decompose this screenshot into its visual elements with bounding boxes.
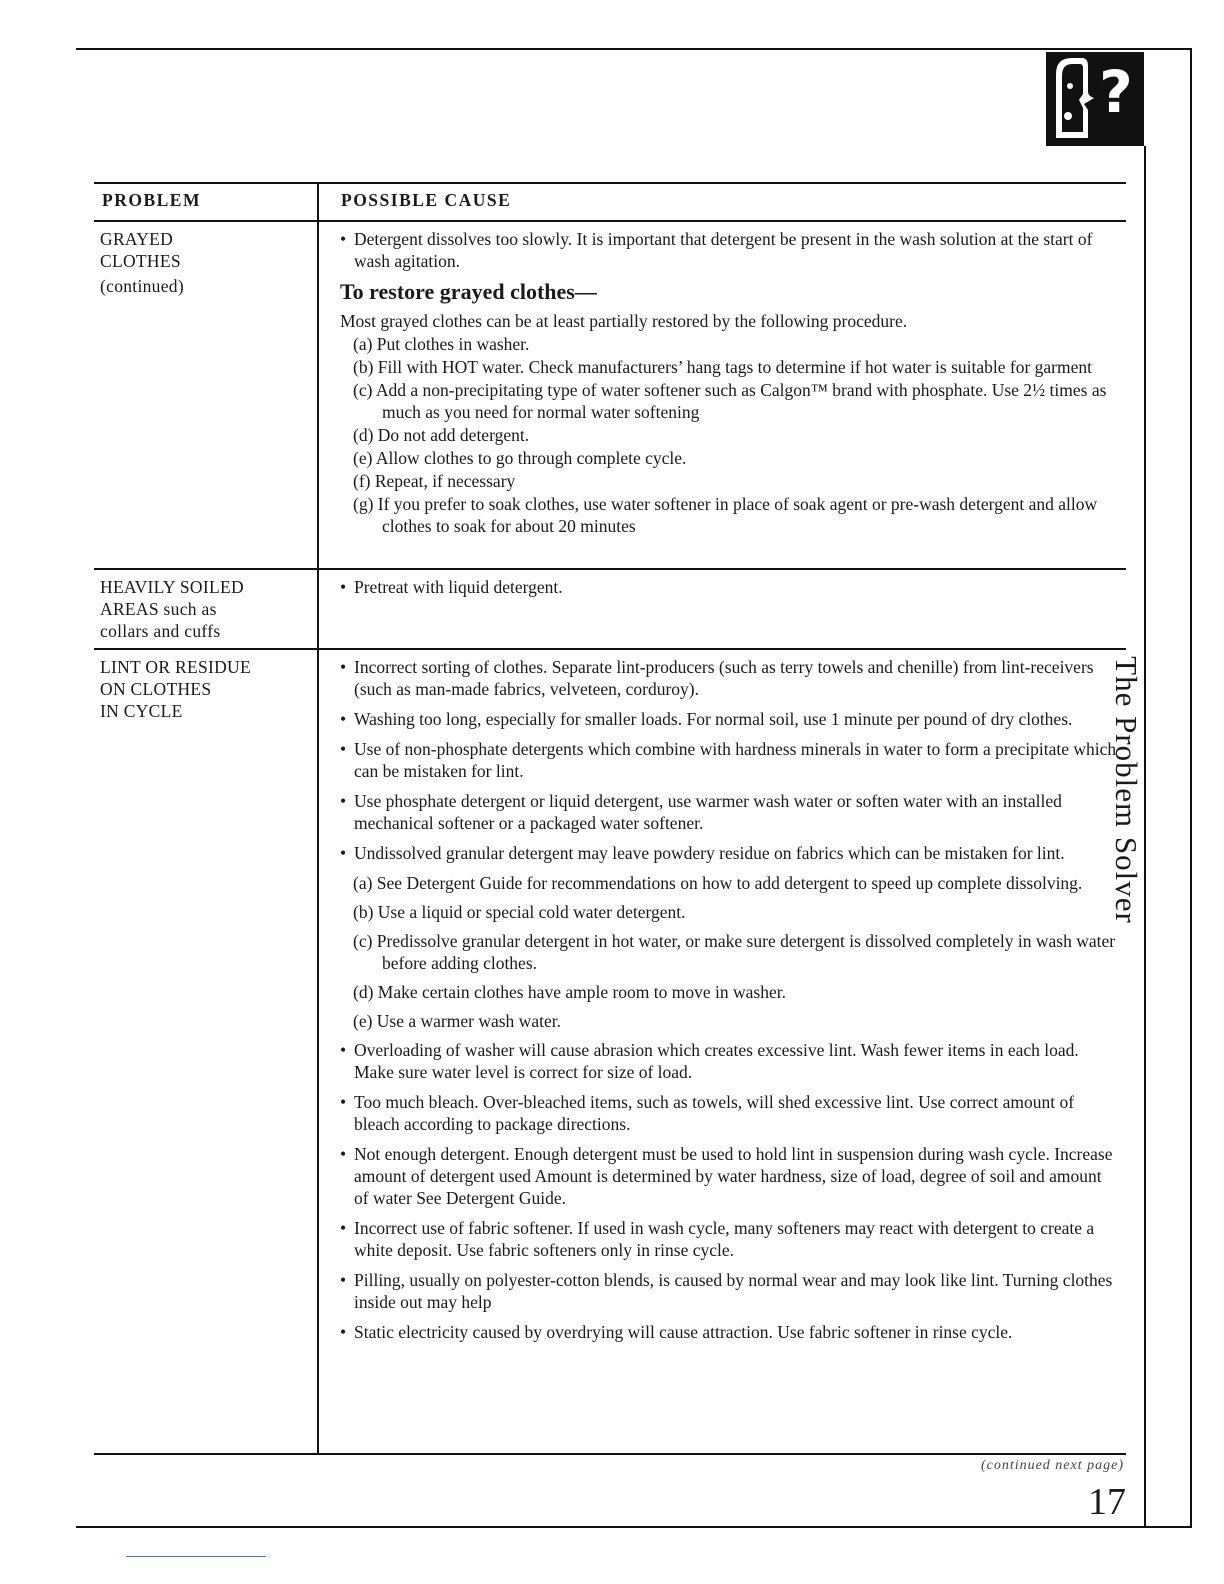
- list-item: (c) Predissolve granular detergent in hot water, or make sure detergent is dissolved completely in wash water before adding clothes.: [353, 931, 1116, 973]
- list-item: (a) See Detergent Guide for recommendations on how to add detergent to speed up complete dissolving.: [353, 873, 1083, 893]
- list-item: • Too much bleach. Over-bleached items, such as towels, will shed excessive lint. Use correct amount of bleach according to package directions.: [340, 1091, 1120, 1135]
- bottom-border: [76, 1526, 1192, 1528]
- problem-heavily-soiled: HEAVILY SOILED AREAS such as collars and cuffs: [100, 577, 244, 641]
- list-item: (f) Repeat, if necessary: [353, 471, 516, 491]
- list-item: (e) Use a warmer wash water.: [353, 1011, 561, 1031]
- right-border: [1190, 48, 1192, 1528]
- header-rule: [94, 220, 1126, 222]
- list-item: (b) Fill with HOT water. Check manufacturers’ hang tags to determine if hot water is suitable for garment: [353, 357, 1092, 377]
- list-item: • Incorrect use of fabric softener. If used in wash cycle, many softeners may react with detergent to create a white deposit. Use fabric softeners only in rinse cycle.: [340, 1217, 1120, 1261]
- problem-lint-residue: LINT OR RESIDUE ON CLOTHES IN CYCLE: [100, 657, 251, 721]
- list-item: • Not enough detergent. Enough detergent must be used to hold lint in suspension during wash cycle. Increase amount of detergent used Amount is determined by water hardness, size of load, degree of soil and amount of water See Detergent Guide.: [340, 1143, 1120, 1209]
- list-item: (e) Allow clothes to go through complete cycle.: [353, 448, 687, 468]
- logo-block: [1046, 52, 1144, 146]
- list-item: (a) Put clothes in washer.: [353, 334, 530, 354]
- list-item: • Washing too long, especially for smaller loads. For normal soil, use 1 minute per pound of dry clothes.: [340, 708, 1120, 730]
- restore-heading: To restore grayed clothes—: [340, 279, 597, 304]
- list-item: (g) If you prefer to soak clothes, use water softener in place of soak agent or pre-wash detergent and allow clothes to soak for about 20 minutes: [353, 494, 1098, 536]
- list-item: (b) Use a liquid or special cold water detergent.: [353, 902, 686, 922]
- side-title: The Problem Solver: [1109, 656, 1144, 924]
- list-item: • Pilling, usually on polyester-cotton blends, is caused by normal wear and may look like lint. Turning clothes inside out may help: [340, 1269, 1120, 1313]
- list-item: • Use phosphate detergent or liquid detergent, use warmer wash water or soften water with an installed mechanical softener or a packaged water softener.: [340, 790, 1120, 834]
- list-item: • Detergent dissolves too slowly. It is important that detergent be present in the wash solution at the start of wash agitation.: [340, 228, 1120, 272]
- header-problem: PROBLEM: [102, 190, 201, 210]
- page-number: 17: [1088, 1481, 1126, 1523]
- column-divider: [317, 182, 319, 1455]
- table-bottom-rule: [94, 1453, 1126, 1455]
- list-item: (d) Make certain clothes have ample room to move in washer.: [353, 982, 786, 1002]
- head-question-mark-icon: [1046, 52, 1144, 146]
- list-item: • Undissolved granular detergent may leave powdery residue on fabrics which can be mistaken for lint.: [340, 842, 1120, 864]
- cause-grayed-clothes: [340, 228, 1120, 538]
- list-item: • Static electricity caused by overdrying will cause attraction. Use fabric softener in rinse cycle.: [340, 1321, 1120, 1343]
- list-item: • Pretreat with liquid detergent.: [340, 576, 1120, 598]
- row-divider: [94, 568, 1126, 570]
- list-item: • Use of non-phosphate detergents which combine with hardness minerals in water to form a precipitate which can be mistaken for lint.: [340, 738, 1120, 782]
- svg-text:?: ?: [1099, 58, 1133, 126]
- restore-intro: Most grayed clothes can be at least partially restored by the following procedure.: [340, 311, 908, 331]
- list-item: (d) Do not add detergent.: [353, 425, 530, 445]
- problem-grayed-clothes: GRAYED CLOTHES (continued): [100, 229, 184, 296]
- side-tab-border: [1144, 146, 1146, 1528]
- row-divider: [94, 648, 1126, 650]
- list-item: (c) Add a non-precipitating type of water softener such as Calgon™ brand with phosphate. Use 2½ times as much as you need for normal water softening: [353, 380, 1107, 422]
- list-item: • Overloading of washer will cause abrasion which creates excessive lint. Wash fewer items in each load. Make sure water level is correct for size of load.: [340, 1039, 1120, 1083]
- table-top-rule: [94, 182, 1126, 184]
- list-item: • Incorrect sorting of clothes. Separate lint-producers (such as terry towels and chenille) from lint-receivers (such as man-made fabrics, velveteen, corduroy).: [340, 656, 1120, 700]
- top-border: [76, 48, 1192, 50]
- continued-note: (continued next page): [980, 1458, 1124, 1473]
- cause-heavily-soiled: [340, 576, 1120, 606]
- cause-lint-residue: [340, 656, 1120, 1351]
- header-possible-cause: POSSIBLE CAUSE: [341, 190, 512, 210]
- footer-link-line: [126, 1556, 266, 1557]
